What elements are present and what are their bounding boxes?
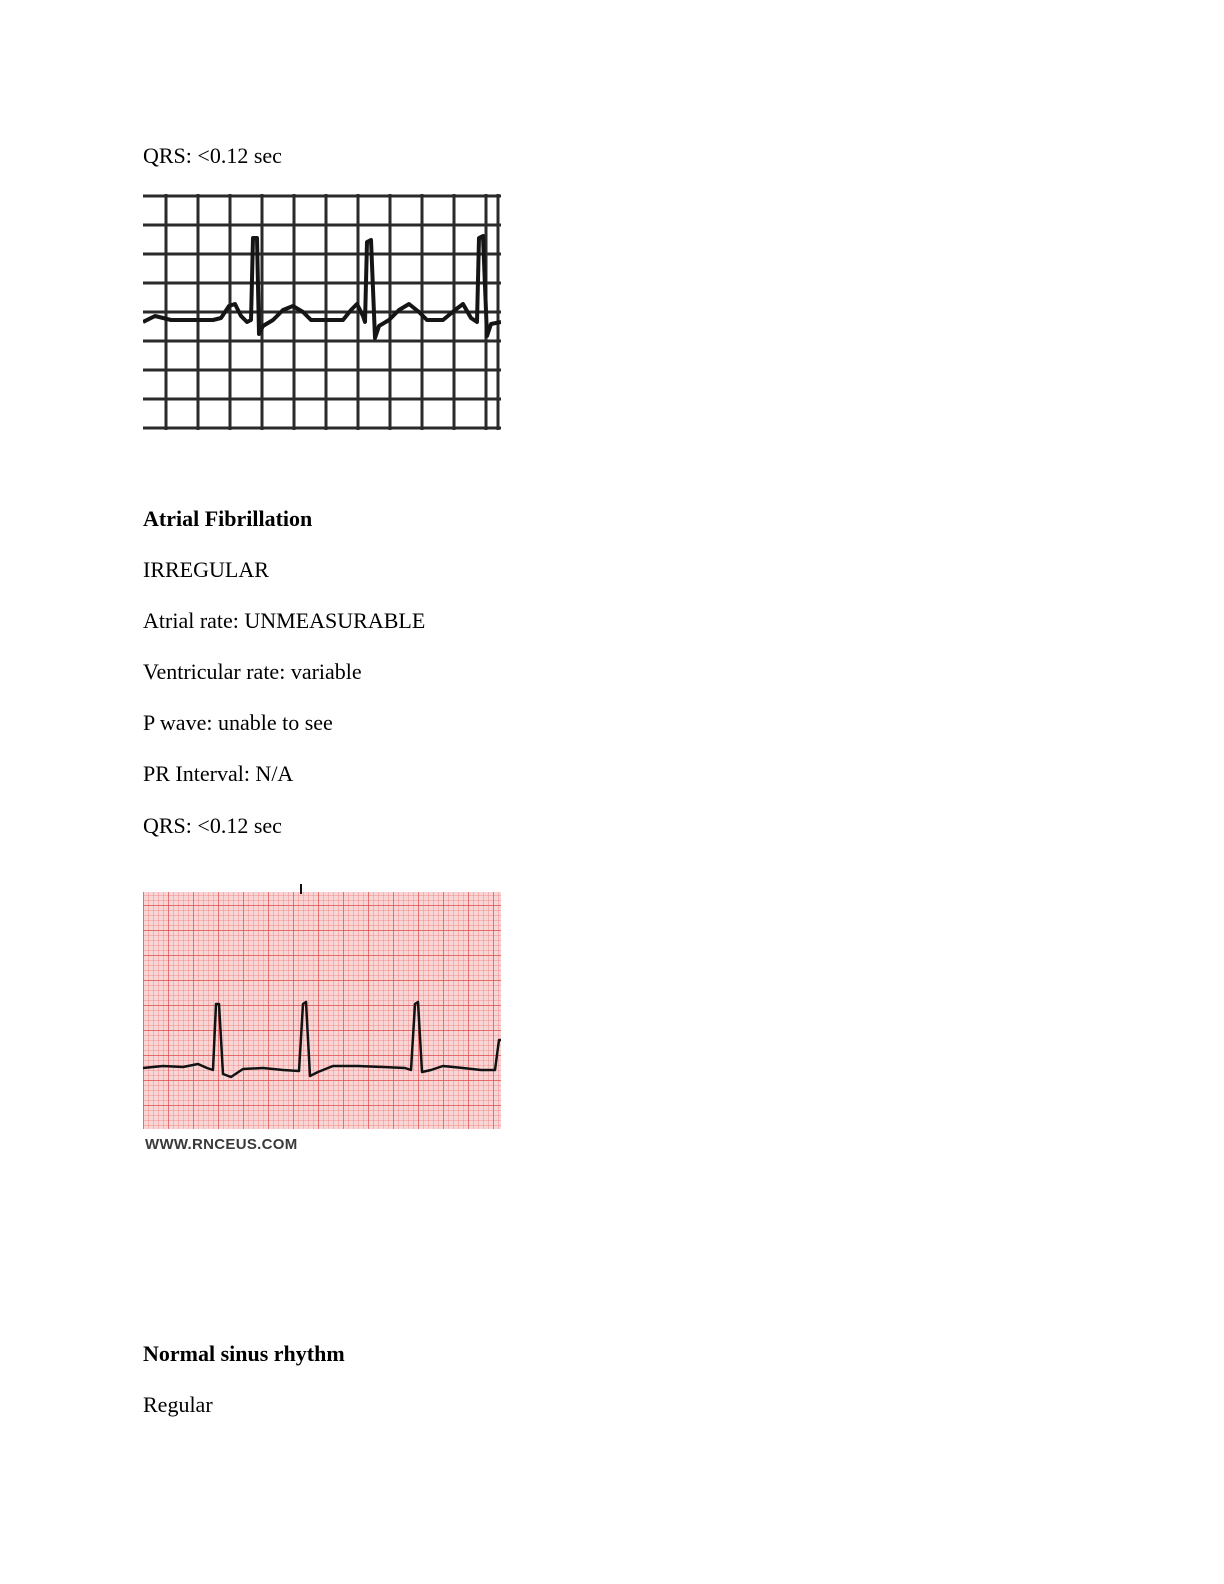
section-heading-atrial-fibrillation: Atrial Fibrillation xyxy=(143,506,313,531)
p-wave-line: P wave: unable to see xyxy=(143,710,333,735)
ecg-strip-two-figure xyxy=(143,880,501,1137)
ecg-strip-black-grid-icon xyxy=(143,194,501,430)
qrs-line: QRS: <0.12 sec xyxy=(143,813,282,838)
ecg-strip-red-grid-icon xyxy=(143,880,501,1132)
pr-interval-line: PR Interval: N/A xyxy=(143,761,294,786)
atrial-rate-line: Atrial rate: UNMEASURABLE xyxy=(143,608,426,633)
watermark-logo: WWW.RNCEUS.COM xyxy=(145,1136,298,1153)
qrs-line-top: QRS: <0.12 sec xyxy=(143,143,282,168)
section-heading-normal-sinus-rhythm: Normal sinus rhythm xyxy=(143,1341,345,1366)
ecg-strip-one-figure xyxy=(143,194,501,435)
rhythm-regularity: IRREGULAR xyxy=(143,557,269,582)
ventricular-rate-line: Ventricular rate: variable xyxy=(143,659,362,684)
rhythm-regularity-nsr: Regular xyxy=(143,1392,213,1417)
